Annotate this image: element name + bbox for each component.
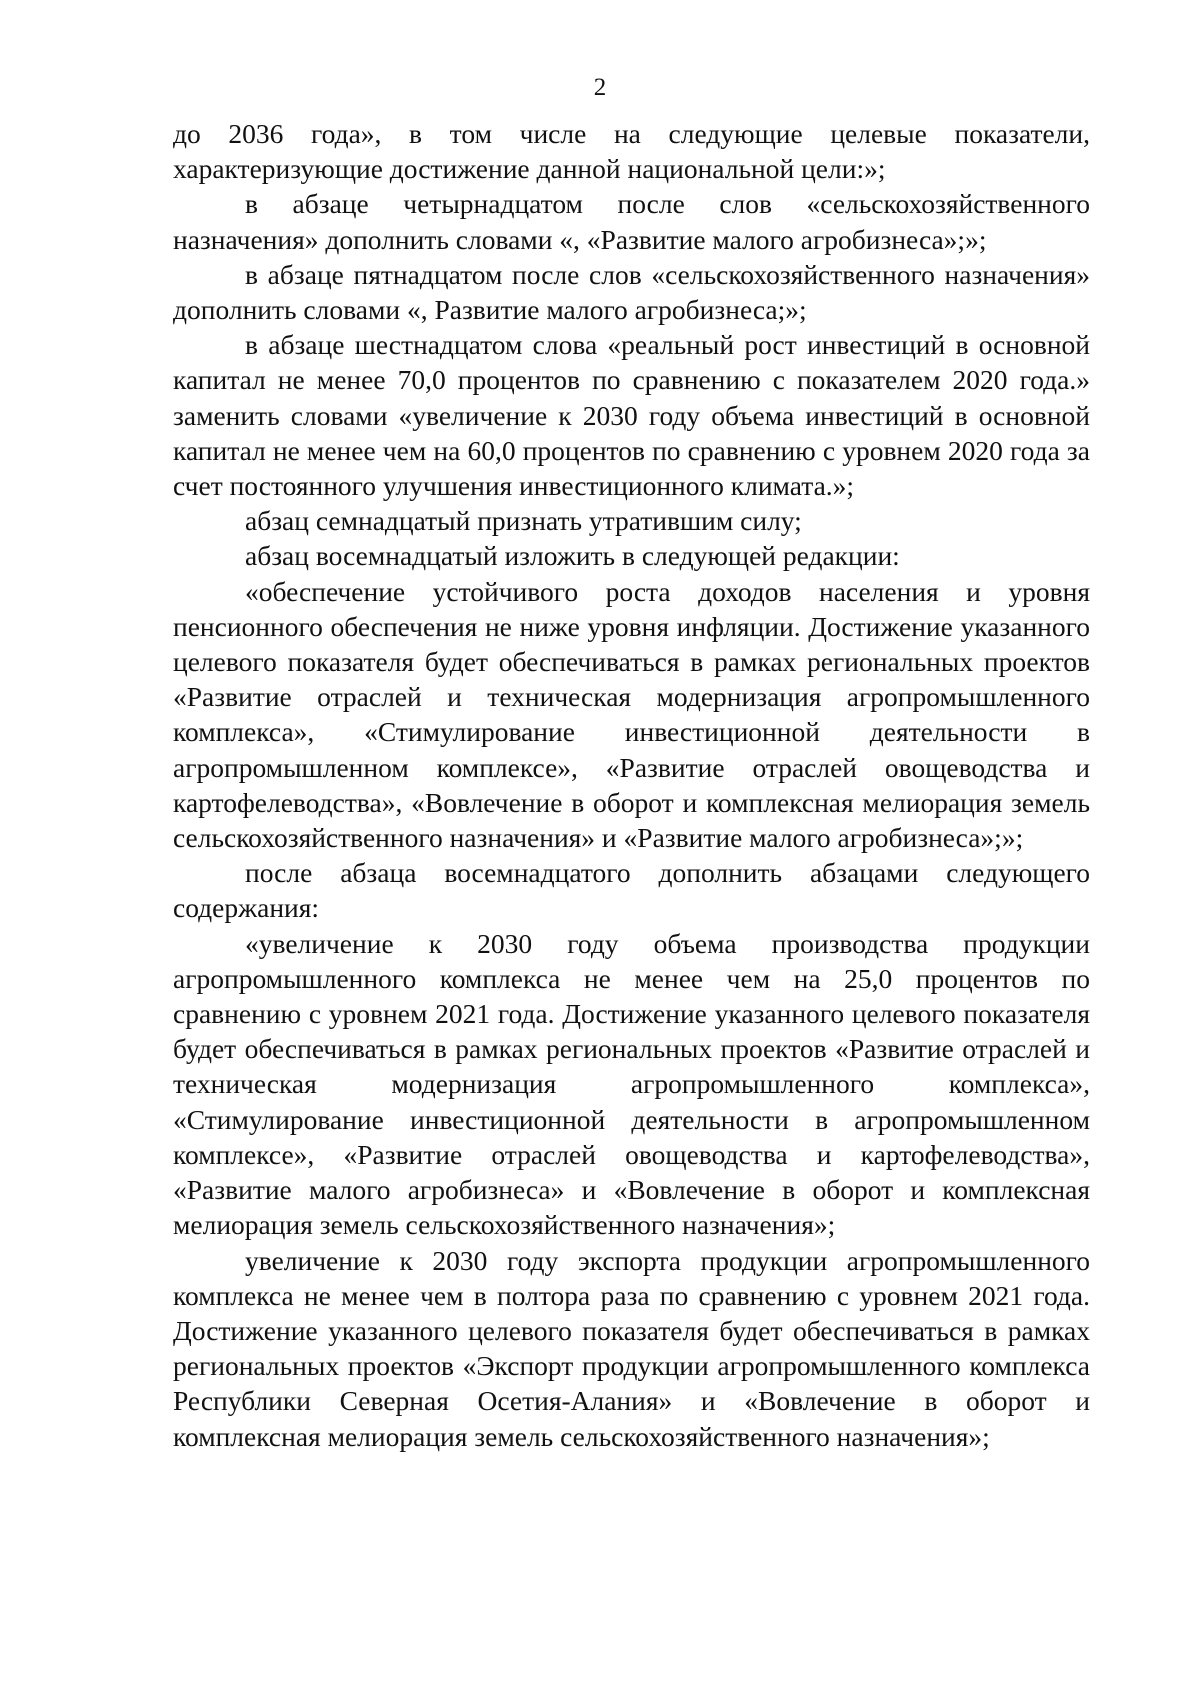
- paragraph: абзац семнадцатый признать утратившим силу;: [245, 505, 802, 537]
- paragraph: увеличение к 2030 году экспорта продукции агропромышленного комплекса не менее чем в полтора раза по сравнению с уровнем 2021 года. Достижение указанного целевого показателя будет обеспечиваться в рамках региональных проектов «Экспорт продукции агропромышленного комплекса Республики Северная Осетия-Алания» и «Вовлечение в оборот и комплексная мелиорация земель сельскохозяйственного назначения»;: [173, 1244, 1090, 1452]
- paragraph: в абзаце четырнадцатом после слов «сельскохозяйственного назначения» дополнить словами «, «Развитие малого агробизнеса»;»;: [173, 188, 1090, 255]
- paragraph: «увеличение к 2030 году объема производства продукции агропромышленного комплекса не менее чем на 25,0 процентов по сравнению с уровнем 2021 года. Достижение указанного целевого показателя будет обеспечиваться в рамках региональных проектов «Развитие отраслей и техническая модернизация агропромышленного комплекса», «Стимулирование инвестиционной деятельности в агропромышленном комплексе», «Развитие отраслей овощеводства и картофелеводства», «Развитие малого агробизнеса» и «Вовлечение в оборот и комплексная мелиорация земель сельскохозяйственного назначения»;: [173, 927, 1090, 1241]
- paragraph: в абзаце шестнадцатом слова «реальный рост инвестиций в основной капитал не менее 70,0 процентов по сравнению с показателем 2020 года.» заменить словами «увеличение к 2030 году объема инвестиций в основной капитал не менее чем на 60,0 процентов по сравнению с уровнем 2020 года за счет постоянного улучшения инвестиционного климата.»;: [173, 329, 1090, 502]
- page-number: 2: [593, 74, 607, 101]
- paragraph: в абзаце пятнадцатом после слов «сельскохозяйственного назначения» дополнить словами «, Развитие малого агробизнеса;»;: [173, 258, 1090, 326]
- paragraph: абзац восемнадцатый изложить в следующей редакции:: [245, 540, 900, 572]
- paragraph: после абзаца восемнадцатого дополнить абзацами следующего содержания:: [173, 857, 1090, 924]
- paragraph: до 2036 года», в том числе на следующие целевые показатели, характеризующие достижение данной национальной цели:»;: [173, 118, 1090, 185]
- paragraph: «обеспечение устойчивого роста доходов населения и уровня пенсионного обеспечения не ниже уровня инфляции. Достижение указанного целевого показателя будет обеспечиваться в рамках региональных проектов «Развитие отраслей и техническая модернизация агропромышленного комплекса», «Стимулирование инвестиционной деятельности в агропромышленном комплексе», «Развитие отраслей овощеводства и картофелеводства», «Вовлечение в оборот и комплексная мелиорация земель сельскохозяйственного назначения» и «Развитие малого агробизнеса»;»;: [173, 575, 1090, 854]
- document-body: [173, 116, 1090, 1454]
